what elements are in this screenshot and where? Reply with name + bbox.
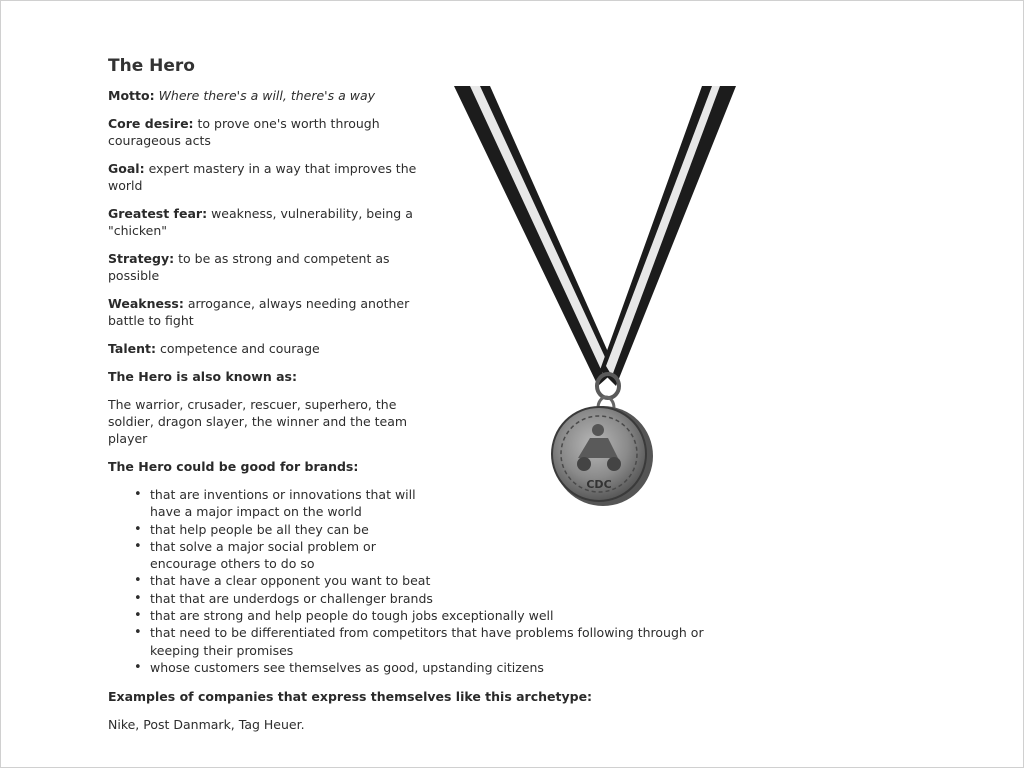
attribute-value: to be as strong and competent as possible <box>108 251 390 283</box>
ribbon <box>454 86 736 386</box>
page-title: The Hero <box>108 56 195 76</box>
medal-disc <box>552 406 653 506</box>
attribute-talent <box>108 340 418 357</box>
attribute-label: Core desire: <box>108 116 194 131</box>
attribute-core-desire <box>108 115 418 149</box>
known-as-text: The warrior, crusader, rescuer, superhero, the soldier, dragon slayer, the winner and the team player <box>108 397 408 446</box>
attribute-label: Goal: <box>108 161 145 176</box>
list-item: • that that are underdogs or challenger brands <box>150 590 768 607</box>
attribute-motto <box>108 87 418 104</box>
known-as-heading: The Hero is also known as: <box>108 369 297 384</box>
attribute-label: Talent: <box>108 341 156 356</box>
attribute-goal <box>108 160 418 194</box>
list-item: • that help people be all they can be <box>150 521 768 538</box>
attribute-label: Strategy: <box>108 251 175 266</box>
attribute-label: Weakness: <box>108 296 184 311</box>
medal-image <box>450 86 760 546</box>
attribute-value: Where there's a will, there's a way <box>158 88 376 103</box>
list-item: • that need to be differentiated from competitors that have problems following through or keeping their promises <box>150 624 750 659</box>
attribute-value: weakness, vulnerability, being a "chicken" <box>108 206 413 238</box>
list-item: • that have a clear opponent you want to beat <box>150 572 768 589</box>
medal-engraving: CDC <box>586 478 612 491</box>
examples-heading: Examples of companies that express themselves like this archetype: <box>108 689 593 705</box>
attribute-greatest-fear <box>108 205 418 239</box>
list-item: • whose customers see themselves as good, upstanding citizens <box>150 659 768 676</box>
attribute-strategy <box>108 250 418 284</box>
attribute-weakness <box>108 295 418 329</box>
brands-heading: The Hero could be good for brands: <box>108 459 359 474</box>
attribute-label: Motto: <box>108 88 155 103</box>
list-item: • that are inventions or innovations that will have a major impact on the world <box>150 486 430 521</box>
attribute-value: to prove one's worth through courageous acts <box>108 116 380 148</box>
list-item: • that are strong and help people do tough jobs exceptionally well <box>150 607 768 624</box>
attribute-value: competence and courage <box>159 341 320 356</box>
examples-text: Nike, Post Danmark, Tag Heuer. <box>108 717 305 733</box>
attribute-label: Greatest fear: <box>108 206 208 221</box>
attribute-value: expert mastery in a way that improves the world <box>108 161 417 193</box>
list-item: • that solve a major social problem or encourage others to do so <box>150 538 400 573</box>
attribute-value: arrogance, always needing another battle to fight <box>108 296 410 328</box>
